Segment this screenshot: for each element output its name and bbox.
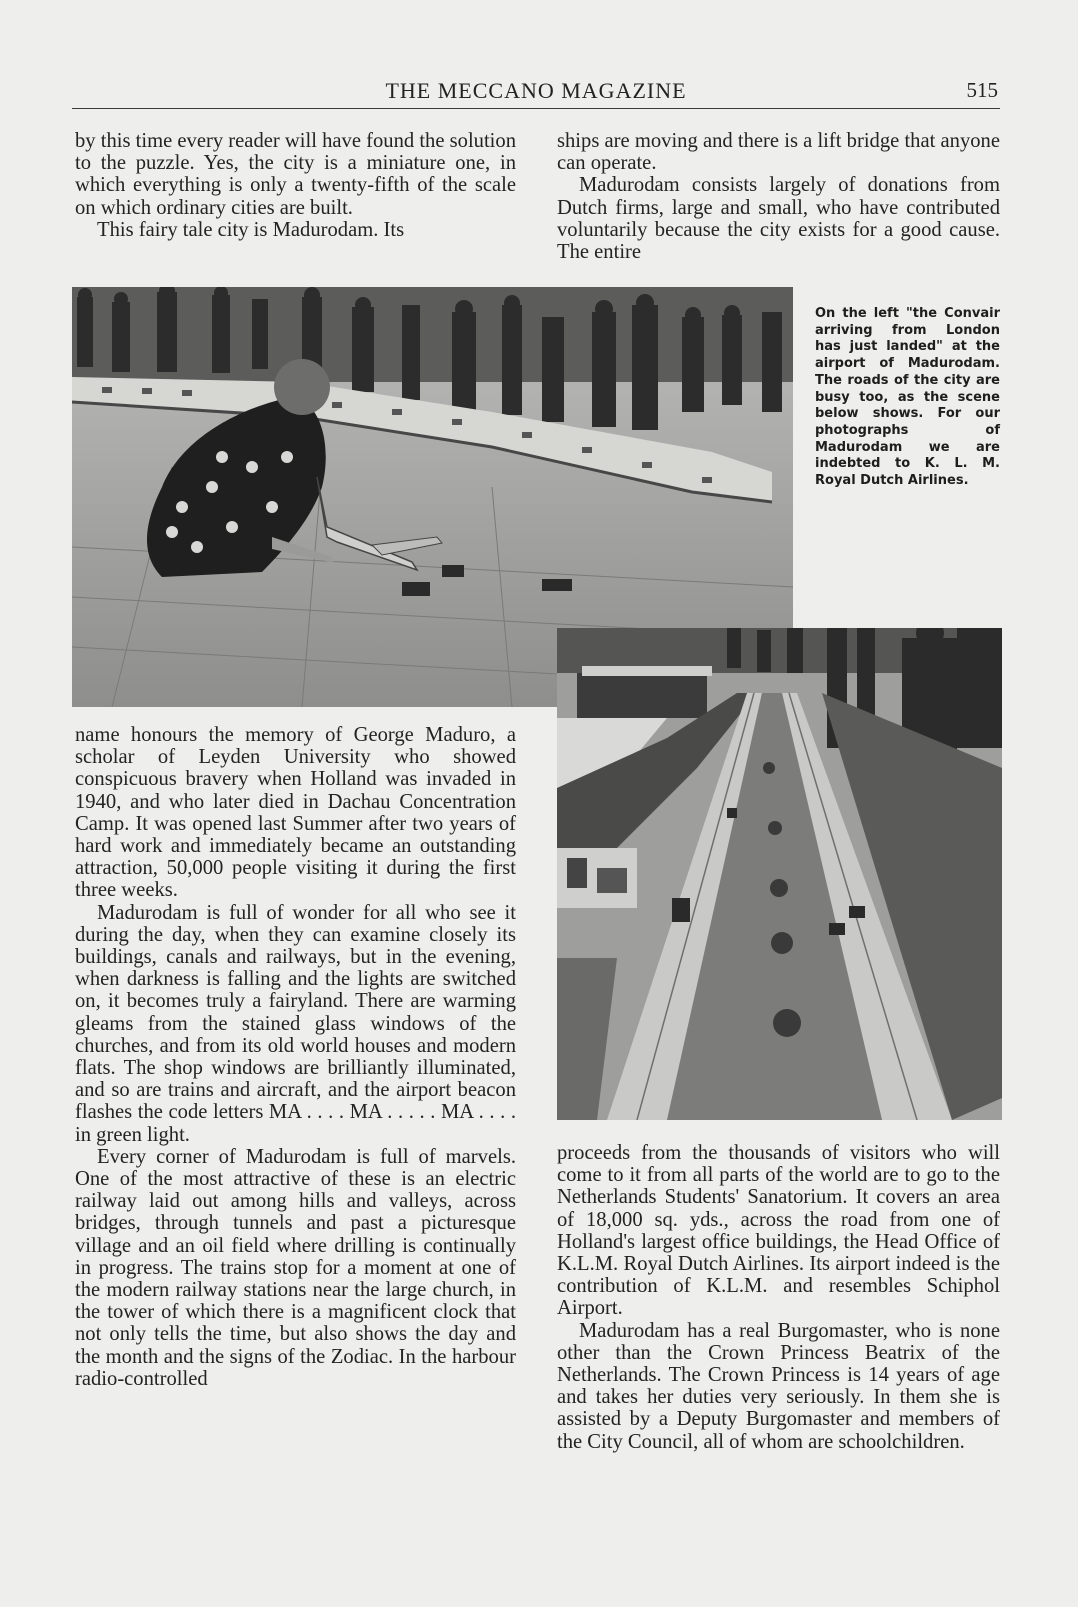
paragraph: ships are moving and there is a lift bridge that anyone can operate. xyxy=(557,130,1000,175)
paragraph: Every corner of Madurodam is full of marvels. One of the most attractive of these is an electric railway laid out among hills and valleys, across bridges, through tunnels and past a picturesque village and an oil field where drilling is continually in progress. The trains stop for a moment at one of the modern railway stations near the large church, in the tower of which there is a magnificent clock that not only tells the time, but also shows the day and the month and the signs of the Zodiac. In the harbour radio-controlled xyxy=(75,1145,516,1390)
paragraph: by this time every reader will have found the solution to the puzzle. Yes, the city is a miniature one, in which everything is only a twenty-fifth of the scale on which ordinary cities are built. xyxy=(75,130,516,219)
page-header xyxy=(72,74,1000,109)
paragraph: This fairy tale city is Madurodam. Its xyxy=(97,218,405,241)
column-left-top xyxy=(75,130,516,241)
magazine-title: THE MECCANO MAGAZINE xyxy=(385,78,687,103)
page-number: 515 xyxy=(966,78,998,102)
motorway-photo xyxy=(557,628,1002,1120)
paragraph: Madurodam consists largely of donations from Dutch firms, large and small, who have contributed voluntarily because the city exists for a good cause. The entire xyxy=(557,174,1000,264)
paragraph: Madurodam is full of wonder for all who see it during the day, when they can examine closely its buildings, canals and railways, but in the evening, when darkness is falling and the lights are switched on, it becomes truly a fairyland. There are warming gleams from the stained glass windows of the churches, and from its old world houses and modern flats. The shop windows are brilliantly illuminated, and so are trains and aircraft, and the airport beacon flashes the code letters MA . . . . MA . . . . . MA . . . . in green light. xyxy=(75,901,516,1146)
photo-caption: On the left "the Convair arriving from London has just landed" at the airport of Madurodam. The roads of the city are busy too, as the scene below shows. For our photographs of Madurodam we are indebted to K. L. M. Royal Dutch Airlines. xyxy=(815,306,1000,489)
column-right-top xyxy=(557,130,1000,263)
paragraph: Madurodam has a real Burgomaster, who is none other than the Crown Princess Beatrix of the Netherlands. The Crown Princess is 14 years of age and takes her duties very seriously. In them she is assisted by a Deputy Burgomaster and members of the City Council, all of whom are schoolchildren. xyxy=(557,1319,1000,1453)
paragraph: name honours the memory of George Maduro, a scholar of Leyden University who showed conspicuous bravery when Holland was invaded in 1940, and who later died in Dachau Concentration Camp. It was opened last Summer after two years of hard work and immediately became an outstanding attraction, 50,000 people visiting it during the first three weeks. xyxy=(75,724,516,902)
column-left-bottom xyxy=(75,724,516,1390)
paragraph: proceeds from the thousands of visitors who will come to it from all parts of the world are to go to the Netherlands Students' Sanatorium. It covers an area of 18,000 sq. yds., across the road from one of Holland's largest office buildings, the Head Office of K.L.M. Royal Dutch Airlines. Its airport indeed is the contribution of K.L.M. and resembles Schiphol Airport. xyxy=(557,1142,1000,1320)
column-right-bottom xyxy=(557,1142,1000,1453)
